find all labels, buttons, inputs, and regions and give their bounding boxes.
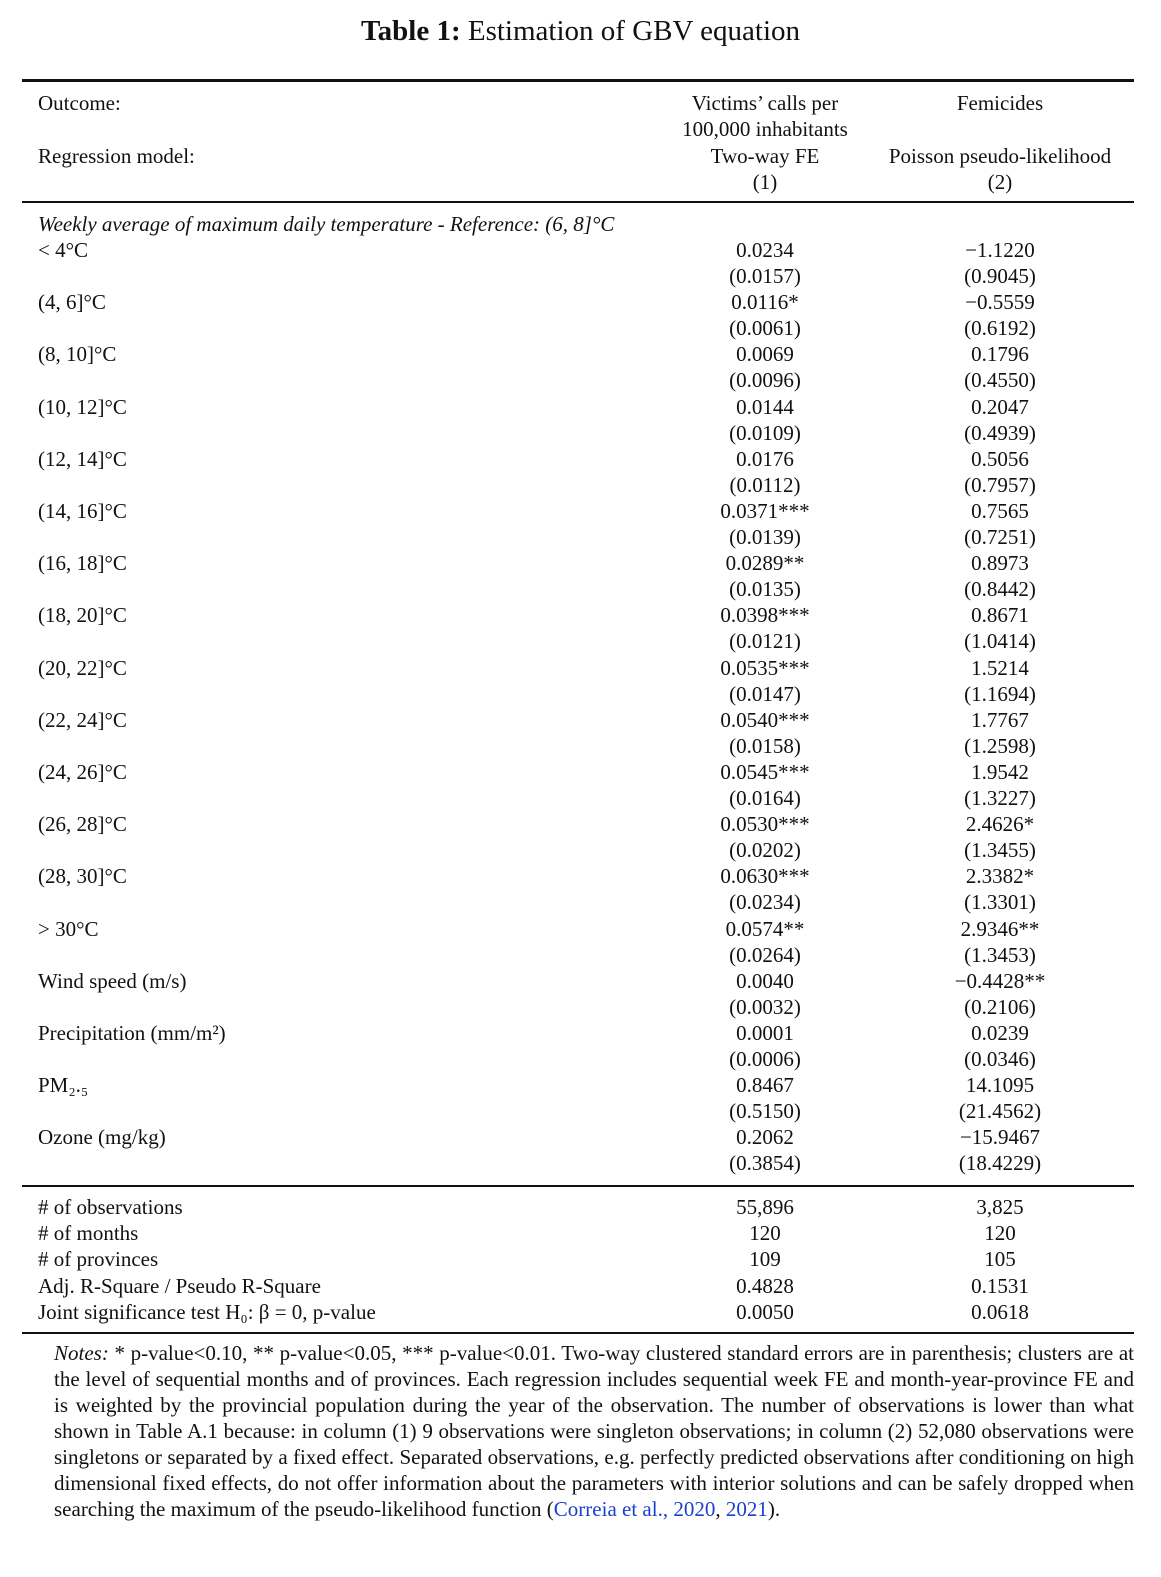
col1-coefficient: 0.0574** [725,916,805,941]
col2-std-error: (1.2598) [964,733,1036,758]
row-label: Wind speed (m/s) [38,968,187,993]
col2-coefficient: 0.1796 [971,342,1029,367]
col2-std-error: (0.8442) [964,577,1036,602]
col2-coefficient: 0.2047 [971,394,1029,419]
col2-coefficient: −0.4428** [954,968,1046,993]
col2-coefficient: 2.4626* [965,812,1035,837]
col2-stat-value: 3,825 [976,1195,1024,1219]
col2-std-error: (18.4229) [958,1151,1042,1176]
bottom-rule [22,1332,1134,1334]
col1-coefficient: 0.0530*** [720,812,810,837]
col2-std-error: (1.3455) [964,838,1036,863]
col1-stat-value: 55,896 [736,1195,794,1219]
col1-coefficient: 0.8467 [736,1073,794,1098]
col2-std-error: (0.0346) [964,1047,1036,1071]
col2-std-error: (0.7957) [964,472,1036,497]
col1-std-error: (0.0121) [729,629,801,654]
col2-std-error: (0.9045) [964,264,1036,288]
top-rule [22,79,1134,82]
col2-std-error: (0.7251) [964,525,1036,549]
col1-std-error: (0.0147) [729,681,801,706]
col1-coefficient: 0.0116* [731,290,799,315]
stat-label: # of months [38,1221,139,1246]
stat-label: Joint significance test H₀: β = 0, p-value [38,1299,376,1324]
col1-number: (1) [752,170,778,194]
col1-coefficient: 0.0630*** [720,864,810,889]
col1-coefficient: 0.0398*** [720,603,810,628]
table-number: Table 1: [360,15,461,47]
notes-end: ). [767,1497,781,1521]
col2-coefficient: −15.9467 [959,1125,1041,1150]
row-label: (18, 20]°C [38,603,127,628]
row-label: > 30°C [38,916,99,941]
col2-coefficient: 0.0239 [971,1021,1029,1045]
col1-std-error: (0.0135) [729,577,801,602]
col2-std-error: (0.6192) [964,316,1036,341]
col1-coefficient: 0.0289** [725,551,805,576]
row-label: Ozone (mg/kg) [38,1125,166,1150]
col2-coefficient: 2.3382* [965,864,1035,889]
col1-coefficient: 0.0535*** [720,655,810,680]
col1-std-error: (0.0139) [729,525,801,549]
col1-std-error: (0.0096) [729,368,801,393]
col1-coefficient: 0.0540*** [720,707,810,732]
row-label: (4, 6]°C [38,290,106,315]
col1-std-error: (0.0158) [729,733,801,758]
col2-std-error: (21.4562) [958,1099,1042,1124]
col2-coefficient: 14.1095 [965,1073,1035,1098]
col1-outcome-line1: Victims’ calls per [691,91,839,115]
col1-std-error: (0.0109) [729,420,801,445]
col1-std-error: (0.0234) [729,890,801,915]
row-label: (10, 12]°C [38,394,127,419]
col2-stat-value: 0.1531 [971,1273,1029,1298]
col1-std-error: (0.0006) [729,1047,801,1071]
col2-coefficient: 0.8973 [971,551,1029,576]
stats-rule [22,1185,1134,1187]
col1-stat-value: 120 [749,1221,781,1246]
row-label: (28, 30]°C [38,864,127,889]
col1-std-error: (0.0061) [729,316,801,341]
col2-outcome: Femicides [956,91,1044,115]
col2-coefficient: 2.9346** [960,916,1040,941]
col1-std-error: (0.0112) [729,472,801,497]
row-label: Precipitation (mm/m²) [38,1021,226,1045]
row-label: (22, 24]°C [38,707,127,732]
col2-coefficient: 1.7767 [971,707,1029,732]
col1-coefficient: 0.0069 [736,342,794,367]
col2-coefficient: 0.5056 [971,446,1029,471]
row-label: (16, 18]°C [38,551,127,576]
section-title: Weekly average of maximum daily temperature - Reference: (6, 8]°C [38,212,615,236]
col2-number: (2) [987,170,1013,194]
notes-label: Notes: [54,1341,109,1365]
col2-std-error: (1.3301) [964,890,1036,915]
row-label: (24, 26]°C [38,760,127,784]
col1-std-error: (0.0164) [729,786,801,810]
col1-coefficient: 0.0144 [736,394,794,419]
table-caption: Estimation of GBV equation [467,15,801,47]
col1-coefficient: 0.0176 [736,446,794,471]
col1-model: Two-way FE [710,144,820,168]
col2-coefficient: −0.5559 [965,290,1035,315]
col1-coefficient: 0.0001 [736,1021,794,1045]
row-label: (26, 28]°C [38,812,127,837]
col2-coefficient: 0.8671 [971,603,1029,628]
row-label: < 4°C [38,238,88,262]
row-label: (12, 14]°C [38,446,127,471]
col1-coefficient: 0.0040 [736,968,794,993]
col2-std-error: (1.3453) [964,942,1036,967]
col2-stat-value: 120 [984,1221,1016,1246]
col1-coefficient: 0.0545*** [720,760,810,784]
col2-coefficient: −1.1220 [965,238,1035,262]
col1-std-error: (0.0032) [729,994,801,1019]
model-label: Regression model: [38,144,195,168]
row-label: (8, 10]°C [38,342,117,367]
col2-stat-value: 105 [984,1247,1016,1272]
col2-std-error: (1.3227) [964,786,1036,810]
col1-std-error: (0.3854) [729,1151,801,1176]
col2-coefficient: 0.7565 [971,499,1029,523]
col2-stat-value: 0.0618 [971,1299,1029,1324]
col1-std-error: (0.0202) [729,838,801,863]
col1-coefficient: 0.0234 [736,238,794,262]
col2-coefficient: 1.5214 [971,655,1029,680]
col1-std-error: (0.0264) [729,942,801,967]
row-label: PM₂.₅ [38,1073,89,1098]
col1-outcome-line2: 100,000 inhabitants [682,117,848,141]
stat-label: # of provinces [38,1247,159,1272]
col1-coefficient: 0.2062 [736,1125,794,1150]
col2-std-error: (0.4550) [964,368,1036,393]
col1-stat-value: 0.0050 [736,1299,794,1324]
header-rule [22,201,1134,203]
col2-std-error: (0.2106) [964,994,1036,1019]
table-notes [54,1340,1134,1522]
notes-text: * p-value<0.10, ** p-value<0.05, *** p-value<0.01. Two-way clustered standard errors are in parenthesis; clusters are at the level of sequential months and of provinces. Each regression includes sequential week FE and month-year-province FE and is weighted by the provincial population during the year of the observation. The number of observations is lower than what shown in Table A.1 because: in column (1) 9 observations were singleton observations; in column (2) 52,080 observations were singletons or separated by a fixed effect. Separated observations, e.g. perfectly predicted observations after conditioning on high dimensional fixed effects, do not offer information about the parameters with interior solutions and can be safely dropped when searching the maximum of the pseudo-likelihood function ( [54,1341,1134,1521]
col2-model: Poisson pseudo-likelihood [888,144,1112,168]
col2-coefficient: 1.9542 [971,760,1029,784]
col2-std-error: (0.4939) [964,420,1036,445]
row-label: (20, 22]°C [38,655,127,680]
citation-year-2021-link[interactable]: 2021 [725,1497,768,1521]
col2-std-error: (1.1694) [964,681,1036,706]
col1-coefficient: 0.0371*** [720,499,810,523]
citation-year-2020-link[interactable]: 2020 [673,1497,716,1521]
col1-stat-value: 0.4828 [736,1273,794,1298]
outcome-label: Outcome: [38,91,121,115]
stat-label: Adj. R-Square / Pseudo R-Square [38,1273,321,1298]
citation-separator: , [715,1497,726,1521]
table-title [0,12,1161,50]
col2-std-error: (1.0414) [964,629,1036,654]
stat-label: # of observations [38,1195,183,1219]
row-label: (14, 16]°C [38,499,127,523]
col1-std-error: (0.5150) [729,1099,801,1124]
col1-stat-value: 109 [749,1247,781,1272]
col1-std-error: (0.0157) [729,264,801,288]
citation-author-link[interactable]: Correia et al., [553,1497,669,1521]
